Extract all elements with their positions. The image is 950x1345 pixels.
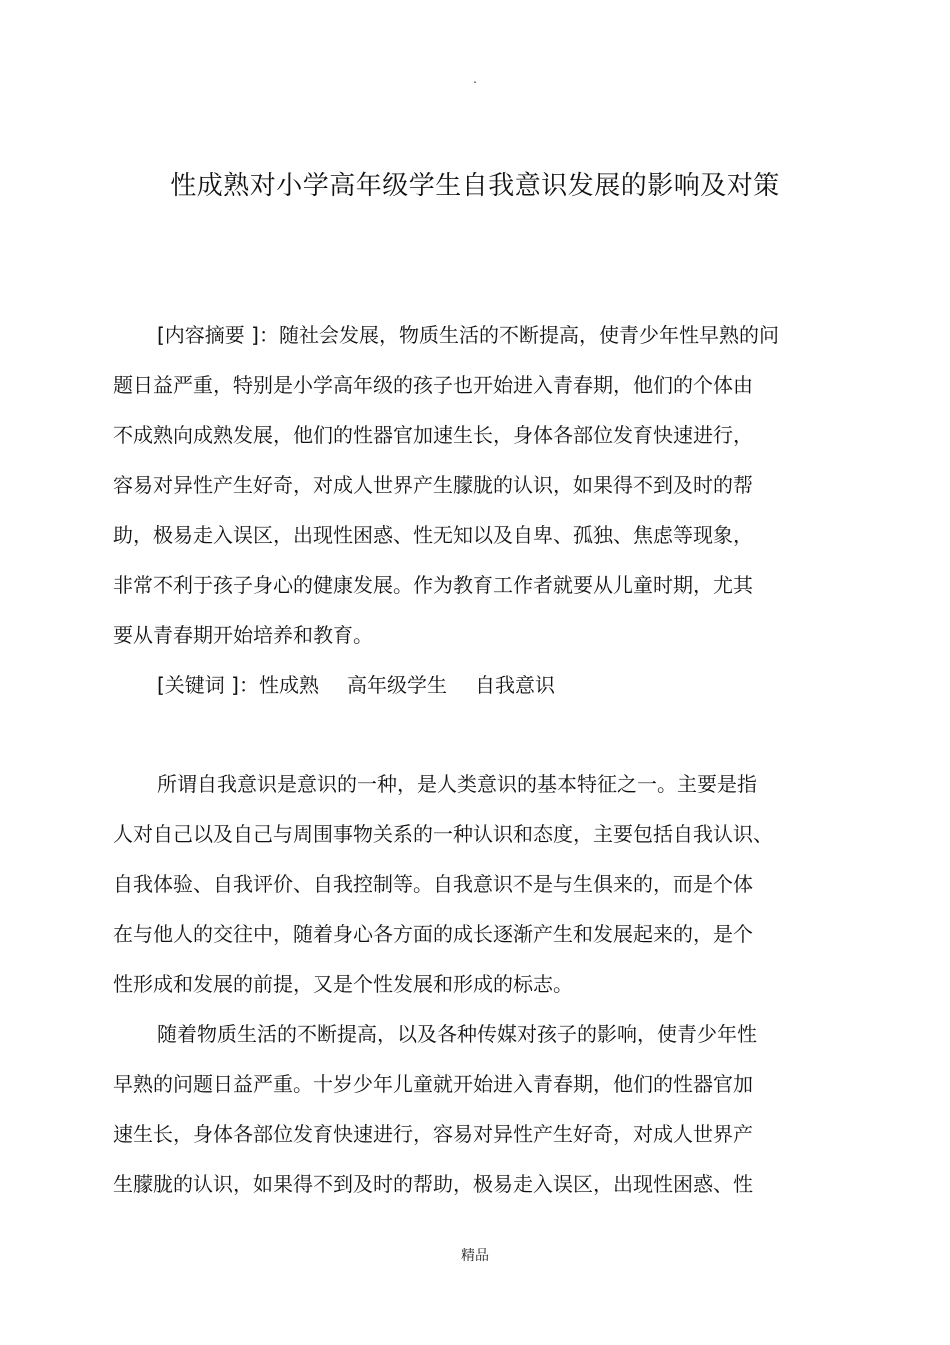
- keyword: 性成熟: [258, 673, 319, 697]
- abstract-line: 不成熟向成熟发展，他们的性器官加速生长，身体各部位发育快速进行，: [113, 423, 753, 447]
- abstract-section: [113, 310, 813, 710]
- main-body: [113, 759, 813, 1209]
- paragraph-line: 速生长，身体各部位发育快速进行，容易对异性产生好奇，对成人世界产: [113, 1122, 753, 1146]
- paragraph-line: 生朦胧的认识，如果得不到及时的帮助，极易走入误区，出现性困惑、性: [113, 1172, 753, 1196]
- header-mark: .: [473, 72, 477, 86]
- abstract-line: 助，极易走入误区，出现性困惑、性无知以及自卑、孤独、焦虑等现象，: [113, 523, 753, 547]
- abstract-line: 容易对异性产生好奇，对成人世界产生朦胧的认识，如果得不到及时的帮: [113, 473, 753, 497]
- keywords-line: [113, 660, 813, 710]
- abstract-line: 要从青春期开始培养和教育。: [113, 623, 373, 647]
- paragraph-line: 所谓自我意识是意识的一种，是人类意识的基本特征之一。主要是指: [157, 772, 757, 796]
- keyword: 高年级学生: [346, 673, 447, 697]
- keyword: 自我意识: [474, 673, 555, 697]
- page-footer: 精品: [461, 1248, 489, 1264]
- abstract-line: [内容摘要 ]：随社会发展，物质生活的不断提高，使青少年性早熟的问: [157, 323, 779, 347]
- paragraph-line: 早熟的问题日益严重。十岁少年儿童就开始进入青春期，他们的性器官加: [113, 1072, 753, 1096]
- document-title: 性成熟对小学高年级学生自我意识发展的影响及对策: [170, 171, 780, 201]
- paragraph-line: 自我体验、自我评价、自我控制等。自我意识不是与生俱来的，而是个体: [113, 872, 753, 896]
- paragraph-line: 随着物质生活的不断提高，以及各种传媒对孩子的影响，使青少年性: [157, 1022, 757, 1046]
- keywords-label: [关键词 ]：: [157, 673, 259, 697]
- abstract-line: 非常不利于孩子身心的健康发展。作为教育工作者就要从儿童时期，尤其: [113, 573, 753, 597]
- abstract-line: 题日益严重，特别是小学高年级的孩子也开始进入青春期，他们的个体由: [113, 373, 753, 397]
- paragraph-line: 在与他人的交往中，随着身心各方面的成长逐渐产生和发展起来的，是个: [113, 922, 753, 946]
- paragraph-line: 性形成和发展的前提，又是个性发展和形成的标志。: [113, 972, 573, 996]
- paragraph-line: 人对自己以及自己与周围事物关系的一种认识和态度，主要包括自我认识、: [113, 822, 773, 846]
